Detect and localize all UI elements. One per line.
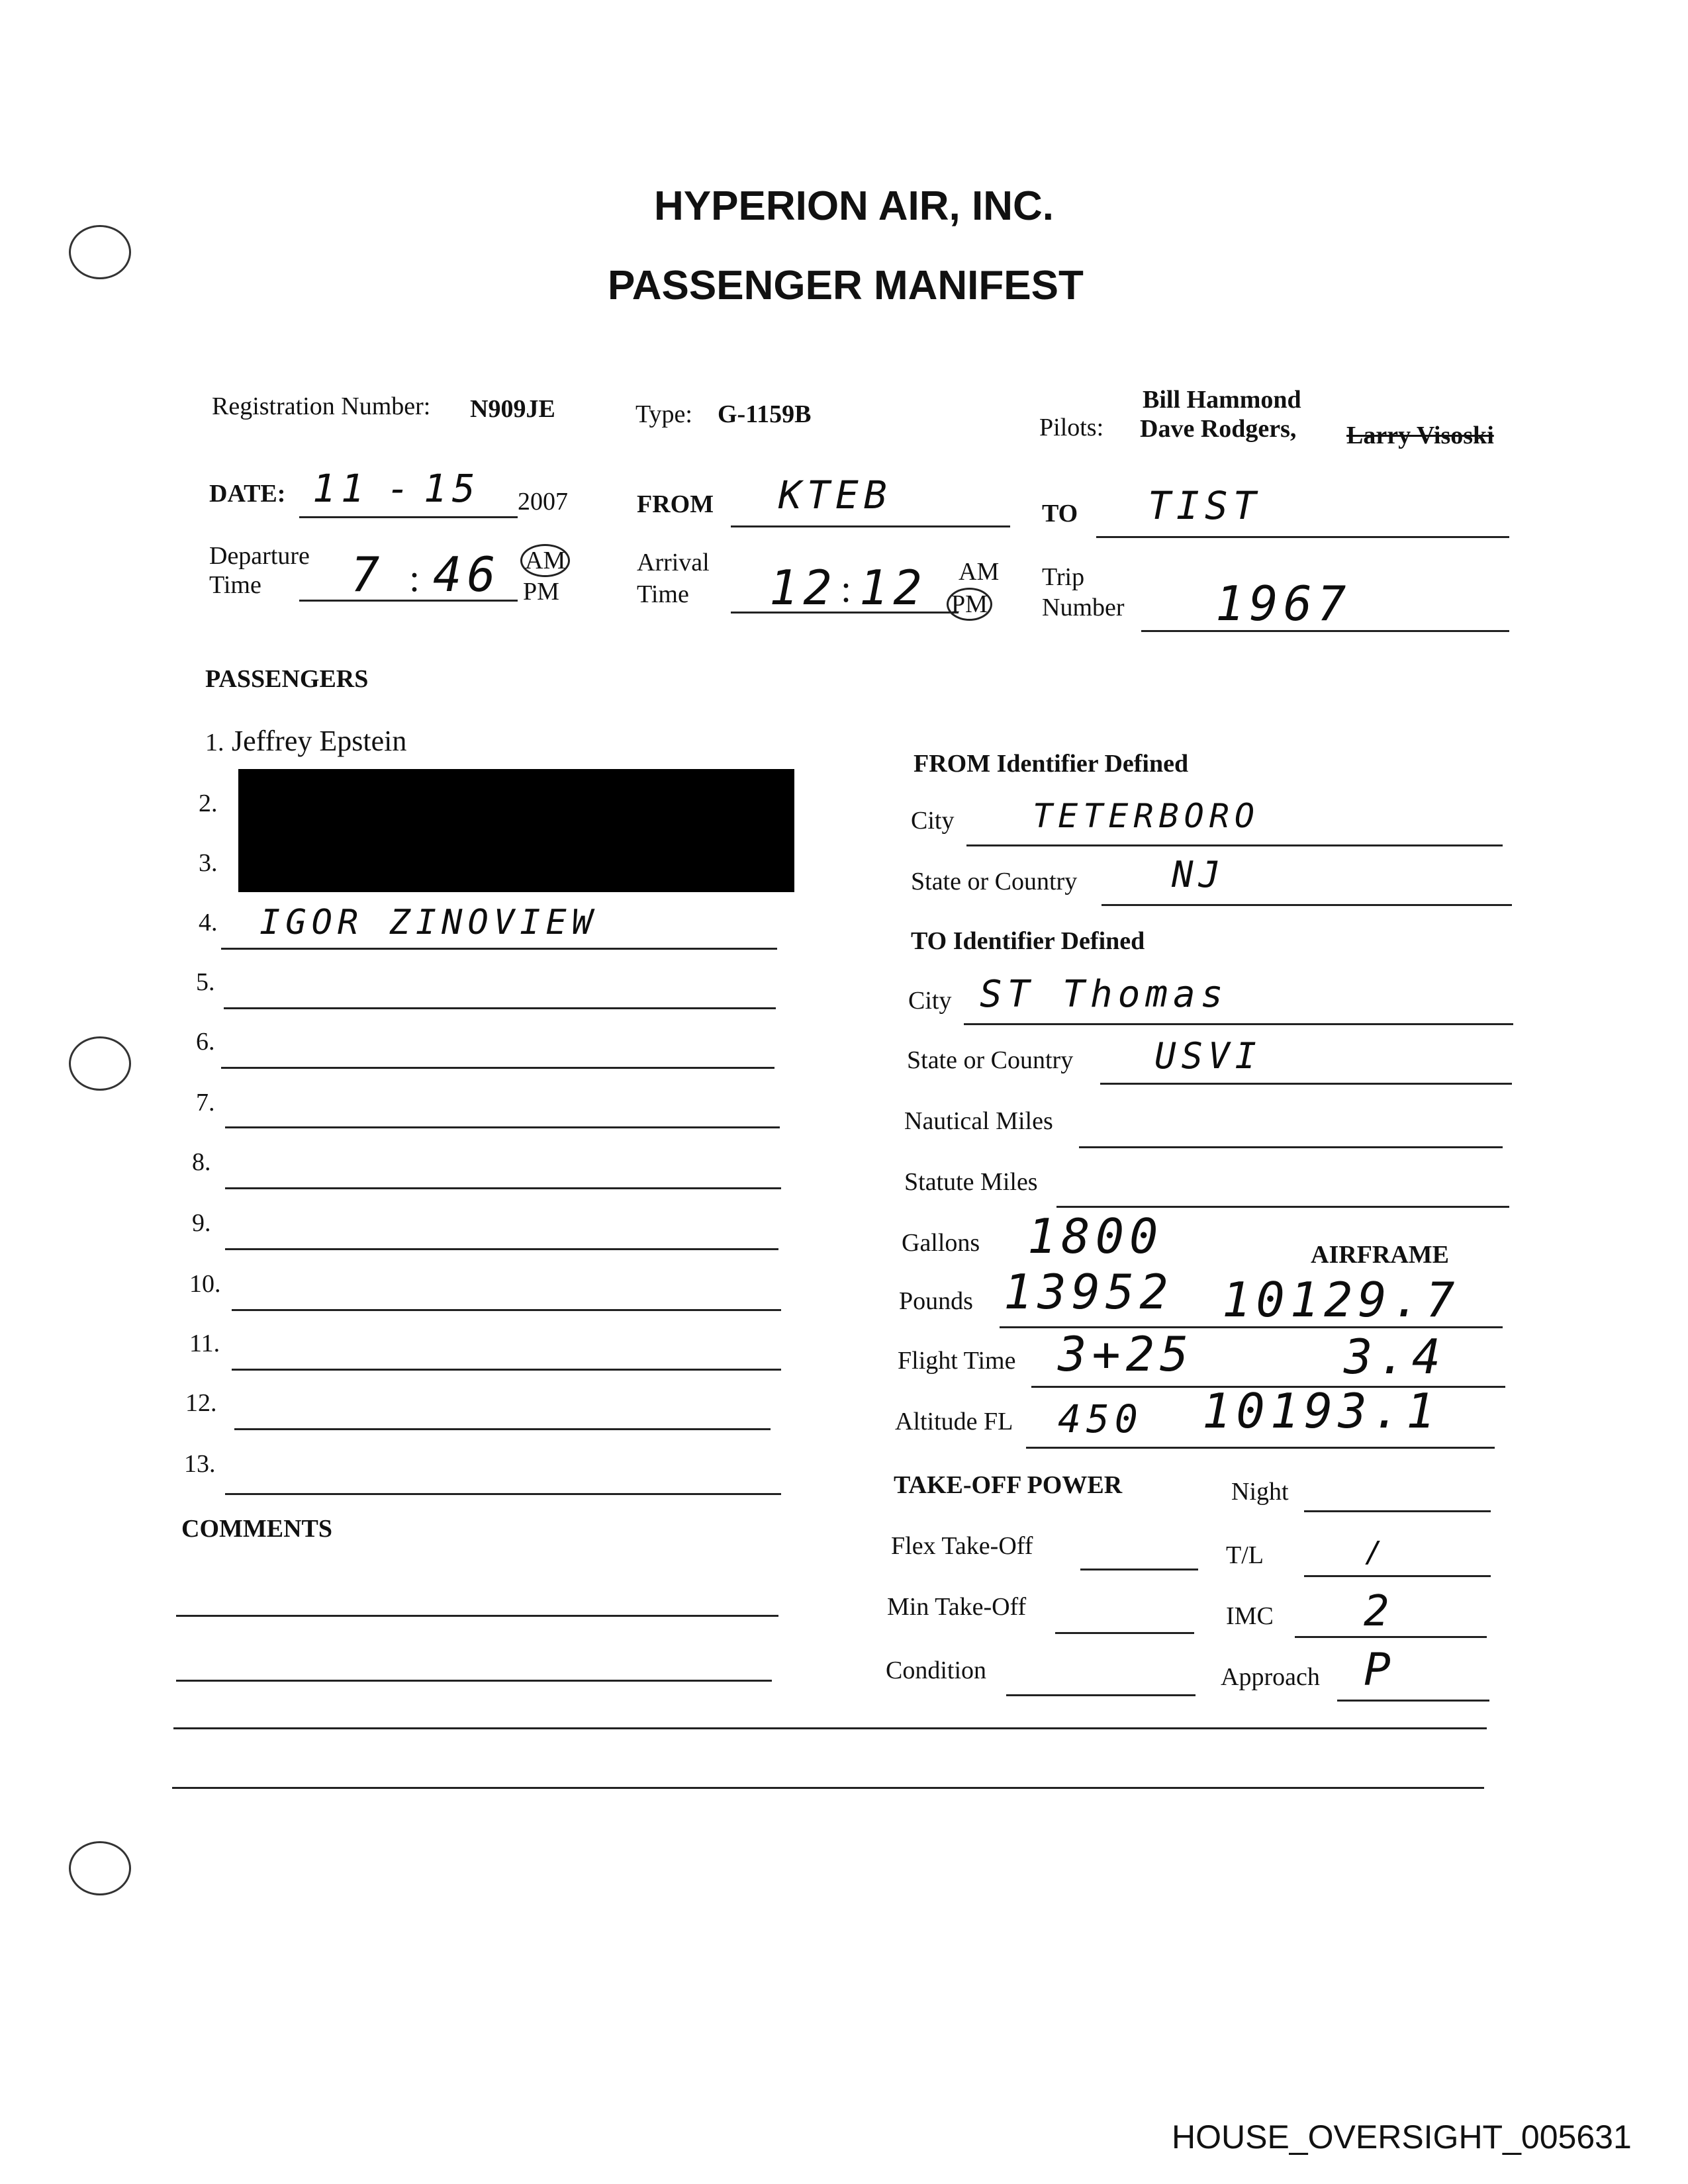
company-name: HYPERION AIR, INC. (654, 183, 1054, 229)
airframe-label: AIRFRAME (1311, 1241, 1449, 1269)
arrival-pm (947, 588, 992, 621)
trip-label-2: Number (1042, 594, 1125, 621)
from-state-value: NJ (1172, 854, 1226, 895)
arrival-hour: 12 (769, 560, 837, 615)
nautical-miles-line (1079, 1146, 1503, 1148)
from-state-label: State or Country (911, 868, 1078, 895)
gallons-value: 1800 (1027, 1208, 1164, 1264)
tl-line (1304, 1575, 1491, 1577)
passenger-num-3: 3. (199, 849, 218, 877)
night-label: Night (1231, 1478, 1289, 1506)
arrival-label-1: Arrival (637, 549, 710, 576)
pounds-value: 13952 (1004, 1264, 1174, 1320)
date-sep: - (387, 466, 415, 511)
from-city-label: City (911, 807, 955, 835)
from-state-line (1102, 904, 1512, 906)
passenger-name-1: Jeffrey Epstein (232, 725, 407, 757)
takeoff-heading: TAKE-OFF POWER (894, 1471, 1123, 1499)
passenger-line-7 (225, 1126, 780, 1128)
arrival-am: AM (959, 558, 1000, 586)
passenger-line-12 (234, 1428, 771, 1430)
to-state-value: USVI (1154, 1035, 1262, 1077)
trip-label-1: Trip (1042, 563, 1085, 591)
flight-time-label: Flight Time (898, 1347, 1016, 1375)
departure-am-circled: AM (520, 544, 570, 577)
airframe-value-2: 3.4 (1344, 1329, 1446, 1385)
arrival-min: 12 (859, 560, 927, 615)
type-value: G-1159B (718, 400, 812, 428)
to-state-line (1100, 1083, 1512, 1085)
comments-heading: COMMENTS (181, 1515, 332, 1543)
gallons-label: Gallons (902, 1229, 980, 1257)
pilot-3-struck: Larry Visoski (1346, 422, 1494, 449)
to-city-line (964, 1023, 1513, 1025)
passenger-num-7: 7. (196, 1089, 215, 1116)
redaction-block (238, 769, 794, 892)
from-city-value: TETERBORO (1033, 797, 1260, 835)
passenger-line-13 (225, 1493, 781, 1495)
statute-miles-label: Statute Miles (904, 1168, 1038, 1196)
to-city-value: ST Thomas (980, 973, 1229, 1016)
pilot-2: Dave Rodgers, (1140, 415, 1297, 443)
arrival-colon: : (841, 567, 852, 610)
departure-pm: PM (523, 578, 559, 606)
from-value: KTEB (778, 473, 892, 518)
page-title: PASSENGER MANIFEST (608, 263, 1084, 308)
approach-label: Approach (1221, 1663, 1320, 1691)
nautical-miles-label: Nautical Miles (904, 1107, 1053, 1135)
registration-value: N909JE (470, 395, 555, 423)
approach-value: P (1364, 1644, 1396, 1696)
passenger-line-8 (225, 1187, 781, 1189)
tl-label: T/L (1226, 1541, 1264, 1569)
to-city-label: City (908, 987, 952, 1015)
passenger-num-12: 12. (185, 1389, 217, 1417)
pilots-label: Pilots: (1039, 414, 1104, 441)
registration-label: Registration Number: (212, 392, 431, 420)
to-label: TO (1042, 500, 1078, 527)
airframe-value-3: 10193.1 (1202, 1383, 1440, 1439)
bates-number: HOUSE_OVERSIGHT_005631 (1172, 2118, 1632, 2156)
flex-takeoff-label: Flex Take-Off (891, 1532, 1033, 1560)
departure-colon: : (409, 557, 420, 600)
from-city-line (966, 844, 1503, 846)
punch-hole-bottom (69, 1841, 131, 1895)
departure-min: 46 (433, 547, 501, 602)
passenger-line-11 (232, 1369, 781, 1371)
condition-line (1006, 1694, 1196, 1696)
departure-hour: 7 (351, 547, 385, 602)
departure-am (520, 544, 570, 577)
flight-time-value: 3+25 (1058, 1326, 1194, 1382)
min-takeoff-line (1055, 1632, 1194, 1634)
flex-takeoff-line (1080, 1569, 1198, 1570)
punch-hole-middle (69, 1036, 131, 1091)
from-identifier-heading: FROM Identifier Defined (914, 750, 1189, 778)
condition-label: Condition (886, 1657, 987, 1684)
passenger-num-5: 5. (196, 968, 215, 996)
tl-value: / (1365, 1535, 1388, 1569)
comments-line-1 (176, 1615, 778, 1617)
arrival-pm-circled: PM (947, 588, 992, 621)
imc-label: IMC (1226, 1602, 1274, 1630)
date-day: 15 (424, 466, 481, 511)
passenger-num-8: 8. (192, 1148, 211, 1176)
passenger-num-4: 4. (199, 909, 218, 936)
date-line (299, 516, 518, 518)
passenger-num-2: 2. (199, 790, 218, 817)
passenger-num-11: 11. (189, 1330, 220, 1357)
passenger-name-4: IGOR ZINOVIEW (259, 903, 598, 942)
date-month: 11 (312, 466, 369, 511)
statute-miles-line (1056, 1206, 1509, 1208)
passenger-line-6 (221, 1067, 774, 1069)
passenger-num-9: 9. (192, 1209, 211, 1237)
passenger-line-5 (224, 1007, 776, 1009)
to-line (1096, 536, 1509, 538)
departure-label-2: Time (209, 571, 261, 599)
passenger-num-13: 13. (184, 1450, 216, 1478)
passenger-line-10 (232, 1309, 781, 1311)
date-year: 2007 (518, 488, 568, 516)
passenger-num-6: 6. (196, 1028, 215, 1056)
airframe-value-1: 10129.7 (1222, 1272, 1460, 1328)
passenger-line-4 (221, 948, 777, 950)
passenger-num-10: 10. (189, 1270, 221, 1298)
night-line (1304, 1510, 1491, 1512)
altitude-line (1026, 1447, 1495, 1449)
from-line (731, 525, 1010, 527)
comments-line-2 (176, 1680, 772, 1682)
altitude-value: 450 (1058, 1396, 1143, 1441)
date-label: DATE: (209, 480, 286, 508)
type-label: Type: (635, 400, 692, 428)
passengers-heading: PASSENGERS (205, 665, 369, 693)
imc-value: 2 (1364, 1587, 1395, 1636)
approach-line (1337, 1700, 1489, 1702)
arrival-label-2: Time (637, 580, 689, 608)
passenger-line-9 (225, 1248, 778, 1250)
imc-line (1295, 1636, 1487, 1638)
to-state-label: State or Country (907, 1046, 1074, 1074)
passenger-num-1: 1. (205, 729, 224, 756)
to-value: TIST (1148, 483, 1262, 528)
pilot-1: Bill Hammond (1143, 386, 1301, 414)
comments-line-4 (172, 1787, 1484, 1789)
to-identifier-heading: TO Identifier Defined (911, 927, 1145, 955)
altitude-label: Altitude FL (895, 1408, 1013, 1435)
departure-label-1: Departure (209, 542, 310, 570)
trip-number: 1967 (1215, 576, 1352, 631)
comments-line-3 (173, 1727, 1487, 1729)
punch-hole-top (69, 225, 131, 279)
from-label: FROM (637, 490, 714, 518)
min-takeoff-label: Min Take-Off (887, 1593, 1027, 1621)
pounds-label: Pounds (899, 1287, 973, 1315)
